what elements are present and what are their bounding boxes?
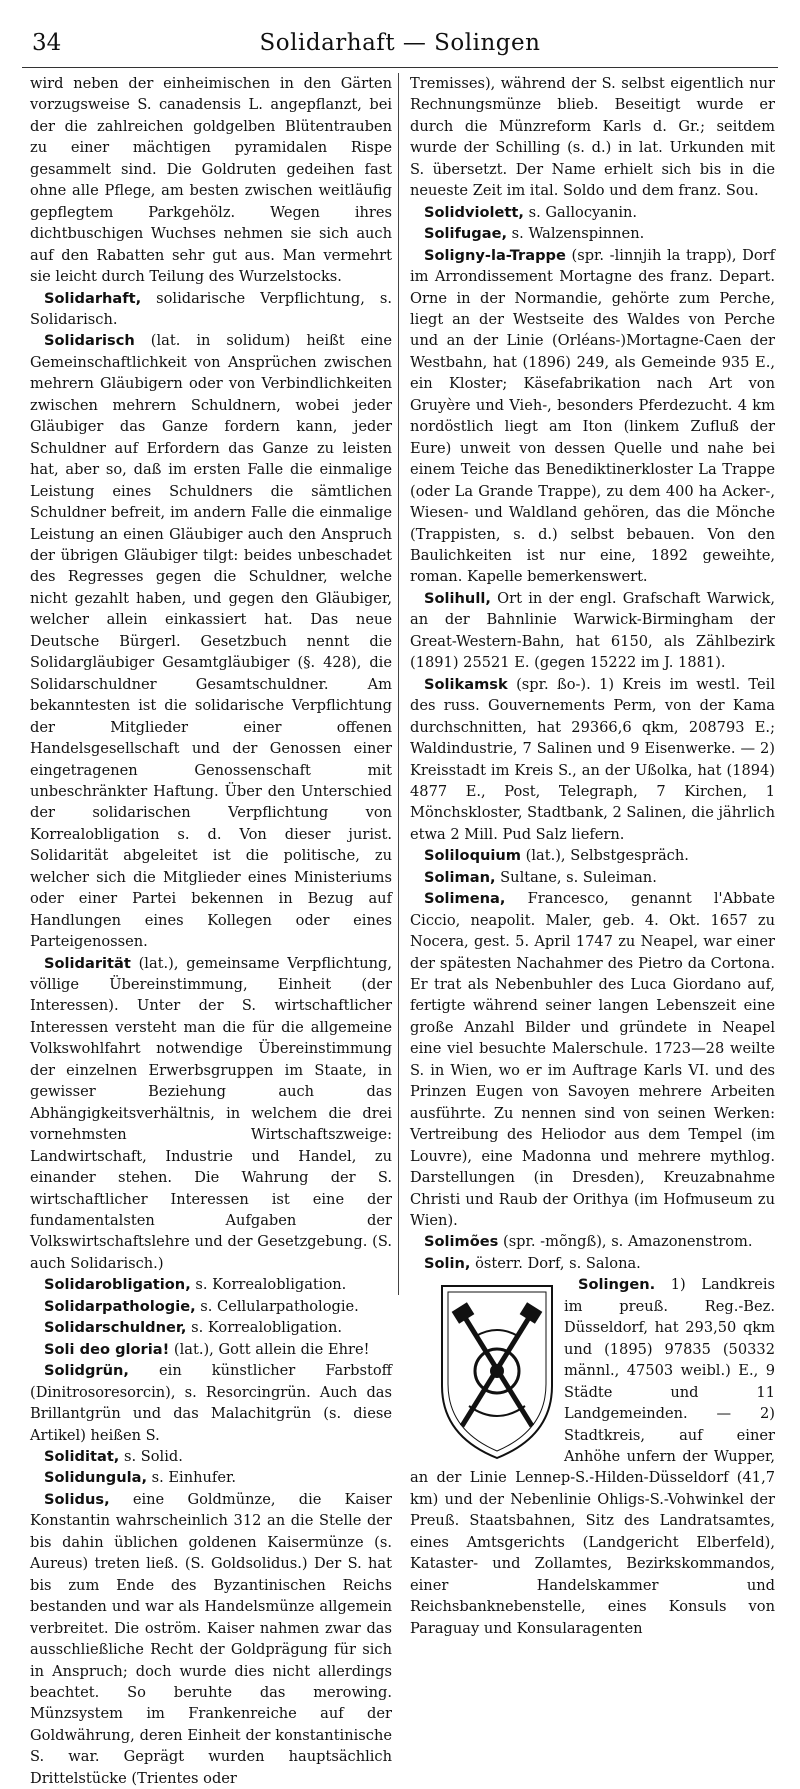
entry-continuation xyxy=(30,73,392,288)
dictionary-entry xyxy=(410,1231,775,1252)
dictionary-entry xyxy=(410,1253,775,1274)
dictionary-entry xyxy=(30,330,392,952)
entry-headword: Solidus, xyxy=(44,1490,110,1508)
entry-text: Ort in der engl. Grafschaft Warwick, an der Bahnlinie Warwick-Birmingham der Great-Western-Bahn, hat 6150, als Zählbezirk (1891) 25521 E. (gegen 15222 im J. 1881). xyxy=(410,589,775,672)
right-column xyxy=(410,73,775,1639)
entry-text: wird neben der einheimischen in den Gärten vorzugsweise S. canadensis L. angepflanzt, bei der die zahlreichen goldgelben Blütentrauben zu einer mächtigen pyramidalen Rispe gesammelt sind. Die Goldruten gedeihen fast ohne alle Pflege, am besten zwischen weitläufig gepflegtem Parkgehölz. Wegen ihres dichtbuschigen Wuchses nehmen sie sich auch auf den Rabatten sehr gut aus. Man vermehrt sie leicht durch Teilung des Wurzelstocks. xyxy=(30,75,392,286)
entry-text: Tremisses), während der S. selbst eigentlich nur Rechnungsmünze blieb. Beseitigt wurde er durch die Münzreform Karls d. Gr.; seitdem wurde der Schilling (s. d.) in lat. Urkunden mit S. übersetzt. Der Name erhielt sich bis in die neueste Zeit im ital. Soldo und dem franz. Sou. xyxy=(410,75,775,200)
dictionary-entry xyxy=(410,888,775,1231)
dictionary-entry xyxy=(410,1274,775,1639)
entry-headword: Solidarhaft, xyxy=(44,289,142,307)
entry-headword: Solihull, xyxy=(424,589,491,607)
entry-headword: Solifugae, xyxy=(424,225,508,243)
entry-headword: Solingen. xyxy=(578,1276,656,1294)
entry-headword: Solin, xyxy=(424,1254,471,1272)
dictionary-entry xyxy=(30,1489,392,1789)
entry-text: Francesco, genannt l'Abbate Ciccio, neapolit. Maler, geb. 4. Okt. 1657 zu Nocera, gest. 5. April 1747 zu Neapel, war einer der spätesten Nachahmer des Pietro da Cortona. Er trat als Nebenbuhler des Luca Giordano auf, fertigte während seiner langen Lebenszeit eine große Anzahl Bilder und gründete in Neapel eine viel besuchte Malerschule. 1723—28 weilte S. in Wien, wo er im Auftrage Karls VI. und des Prinzen Eugen von Savoyen mehrere Arbeiten ausführte. Zu nennen sind von seinen Werken: Vertreibung des Heliodor aus dem Tempel (im Louvre), eine Madonna und mehrere mythlog. Darstellungen (in Dresden), Kreuzabnahme Christi und Raub der Orithya (im Hofmuseum zu Wien). xyxy=(410,890,775,1230)
dictionary-entry xyxy=(30,288,392,331)
entry-text: (lat.), Selbstgespräch. xyxy=(525,847,689,865)
entry-headword: Solidviolett, xyxy=(424,203,524,221)
entry-headword: Soliloquium xyxy=(424,847,522,865)
header-rule xyxy=(22,67,778,68)
dictionary-entry xyxy=(410,588,775,674)
dictionary-entry xyxy=(30,1317,392,1338)
entry-headword: Soliman, xyxy=(424,868,496,886)
entry-headword: Solidarobligation, xyxy=(44,1276,191,1294)
dictionary-entry xyxy=(30,1360,392,1446)
entry-headword: Solidarität xyxy=(44,954,131,972)
entry-text: (spr. ßo-). 1) Kreis im westl. Teil des russ. Gouvernements Perm, von der Kama durchschnitten, hat 29366,6 qkm, 208793 E.; Waldindustrie, 7 Salinen und 9 Eisenwerke. — 2) Kreisstadt im Kreis S., an der Ußolka, hat (1894) 4877 E., Post, Telegraph, 7 Kirchen, 1 Mönchskloster, Stadtbank, 2 Salinen, die jährlich etwa 2 Mill. Pud Salz liefern. xyxy=(410,675,776,843)
entry-headword: Solikamsk xyxy=(424,675,508,693)
dictionary-entry xyxy=(30,1296,392,1317)
entry-text: (lat.), gemeinsame Verpflichtung, völlige Übereinstimmung, Einheit (der Interessen). Unter der S. wirtschaftlicher Interessen versteht man die für die allgemeine Volkswohlfahrt notwendige Übereinstimmung der einzelnen Erwerbsgruppen im Staate, in gewisser Beziehung auch das Abhängigkeitsverhältnis, in welchem die drei vornehmsten Wirtschaftszweige: Landwirtschaft, Industrie und Handel, zu einander stehen. Die Wahrung der S. wirtschaftlicher Interessen ist eine der fundamentalsten Aufgaben der Volkswirtschaftslehre und der Gesetzgebung. (S. auch Solidarisch.) xyxy=(30,954,392,1272)
dictionary-entry xyxy=(30,1339,392,1360)
entry-headword: Soliditat, xyxy=(44,1448,120,1465)
dictionary-entry xyxy=(30,953,392,1275)
dictionary-entry xyxy=(410,867,775,888)
entry-text: eine Goldmünze, die Kaiser Konstantin wahrscheinlich 312 an die Stelle der bis dahin üblichen goldenen Kaisermünze (s. Aureus) treten ließ. (S. Goldsolidus.) Der S. hat bis zum Ende des Byzantinischen Reichs bestanden und war als Handelsmünze allgemein verbreitet. Die oström. Kaiser nahmen zwar das ausschließliche Recht der Goldprägung für sich in Anspruch; doch wurde dies nicht allerdings beachtet. So beruhte das merowing. Münzsystem im Frankenreiche auf der Goldwährung, deren Einheit der konstantinische S. war. Geprägt wurden hauptsächlich Drittelstücke (Trientes oder xyxy=(30,1490,392,1787)
page-title: Solidarhaft — Solingen xyxy=(259,30,541,56)
entry-text: solidarische Verpflichtung, s. Solidarisch. xyxy=(30,289,393,328)
entry-text: s. Cellularpathologie. xyxy=(200,1297,359,1315)
entry-text: s. Korrealobligation. xyxy=(191,1319,343,1337)
entry-headword: Solidungula, xyxy=(44,1469,147,1487)
dictionary-entry xyxy=(410,845,775,866)
entry-text: österr. Dorf, s. Salona. xyxy=(475,1254,641,1272)
entry-headword: Solidarisch xyxy=(44,332,135,350)
dictionary-entry xyxy=(30,1467,392,1488)
entry-text: s. Solid. xyxy=(123,1448,183,1465)
entry-text: s. Gallocyanin. xyxy=(528,203,638,221)
entry-headword: Soligny-la-Trappe xyxy=(424,246,566,264)
dictionary-entry xyxy=(410,245,775,588)
entry-text: Sultane, s. Suleiman. xyxy=(500,868,657,886)
entry-text: (spr. -linnjih la trapp), Dorf im Arrondissement Mortagne des franz. Depart. Orne in der Normandie, gehörte zum Perche, liegt an der Westseite des Waldes von Perche und an der Linie (Orléans-)Mortagne-Caen der Westbahn, hat (1896) 249, als Gemeinde 935 E., ein Kloster; Käsefabrikation nach Art von Gruyère und Vieh-, besonders Pferdezucht. 4 km nordöstlich liegt am Iton (linkem Zufluß der Eure) unweit von dessen Quelle und nahe bei einem Teiche das Benediktinerkloster La Trappe (oder La Grande Trappe), zu dem 400 ha Acker-, Wiesen- und Waldland gehören, das die Mönche (Trappisten, s. d.) selbst bebauen. Von den Baulichkeiten ist nur eine, 1892 geweihte, roman. Kapelle bemerkenswert. xyxy=(410,246,775,586)
dictionary-entry xyxy=(30,1446,392,1467)
dictionary-entry xyxy=(410,202,775,223)
left-column xyxy=(30,73,392,1789)
entry-text: (lat. in solidum) heißt eine Gemeinschaftlichkeit von Ansprüchen zwischen mehrern Gläubigern oder von Verbindlichkeiten zwischen mehrern Schuldnern, wobei jeder Gläubiger das Ganze fordern kann, jeder Schuldner auf Erfordern das Ganze zu leisten hat, aber so, daß im ersten Falle die einmalige Leistung eines Schuldners die sämtlichen Schuldner befreit, im andern Falle die einmalige Leistung an einen Gläubiger auch den Anspruch der übrigen Gläubiger tilgt: beides unbeschadet des Regresses gegen die Schuldner, welche nicht gezahlt haben, und gegen den Gläubiger, welcher allein einkassiert hat. Das neue Deutsche Bürgerl. Gesetzbuch nennt die Solidargläubiger Gesamtgläubiger (§. 428), die Solidarschuldner Gesamtschuldner. Am bekanntesten ist die solidarische Verpflichtung der Mitglieder einer offenen Handelsgesellschaft und der Genossen einer eingetragenen Genossenschaft mit unbeschränkter Haftung. Über den Unterschied der solidarischen Verpflichtung von Korrealobligation s. d. Von dieser jurist. Solidarität abgeleitet ist die politische, zu welcher sich die Mitglieder eines Ministeriums oder einer Partei bekennen in Bezug auf Handlungen eines Kollegen oder eines Parteigenossen. xyxy=(30,332,392,951)
running-head xyxy=(22,12,778,62)
column-divider xyxy=(398,73,399,1295)
dictionary-entry xyxy=(410,674,775,846)
entry-headword: Soli deo gloria! xyxy=(44,1340,170,1358)
entry-headword: Solidarpathologie, xyxy=(44,1297,196,1315)
entry-headword: Solimões xyxy=(424,1233,499,1251)
entry-headword: Solidarschuldner, xyxy=(44,1319,187,1337)
entry-text: ein künstlicher Farbstoff (Dinitrosoresorcin), s. Resorcingrün. Auch das Brillantgrün und das Malachitgrün (s. diese Artikel) heißen S. xyxy=(30,1362,392,1444)
entry-continuation xyxy=(410,73,775,202)
dictionary-entry xyxy=(410,223,775,244)
page-number: 34 xyxy=(32,30,62,56)
entry-headword: Solimena, xyxy=(424,890,506,908)
dictionary-entry xyxy=(30,1274,392,1295)
entry-text: s. Korrealobligation. xyxy=(195,1276,347,1294)
entry-headword: Solidgrün, xyxy=(44,1362,129,1380)
entry-text: (spr. -mõngß), s. Amazonenstrom. xyxy=(503,1233,753,1251)
entry-text: s. Einhufer. xyxy=(151,1469,236,1487)
entry-text: s. Walzenspinnen. xyxy=(511,225,645,243)
entry-text: (lat.), Gott allein die Ehre! xyxy=(173,1340,370,1358)
entry-text: 1) Landkreis im preuß. Reg.-Bez. Düsseldorf, hat 293,50 qkm und (1895) 97835 (50332 männl., 47503 weibl.) E., 9 Städte und 11 Landgemeinden. — 2) Stadtkreis, auf einer Anhöhe unfern der Wupper, an der Linie Lennep-S.-Hilden-Düsseldorf (41,7 km) und der Nebenlinie Ohligs-S.-Vohwinkel der Preuß. Staatsbahnen, Sitz des Landratsamtes, eines Amtsgerichts (Landgericht Elberfeld), Kataster- und Zollamtes, Bezirkskommandos, einer Handelskammer und Reichsbanknebenstelle, eines Konsuls von Paraguay und Konsularagenten xyxy=(410,1276,775,1637)
